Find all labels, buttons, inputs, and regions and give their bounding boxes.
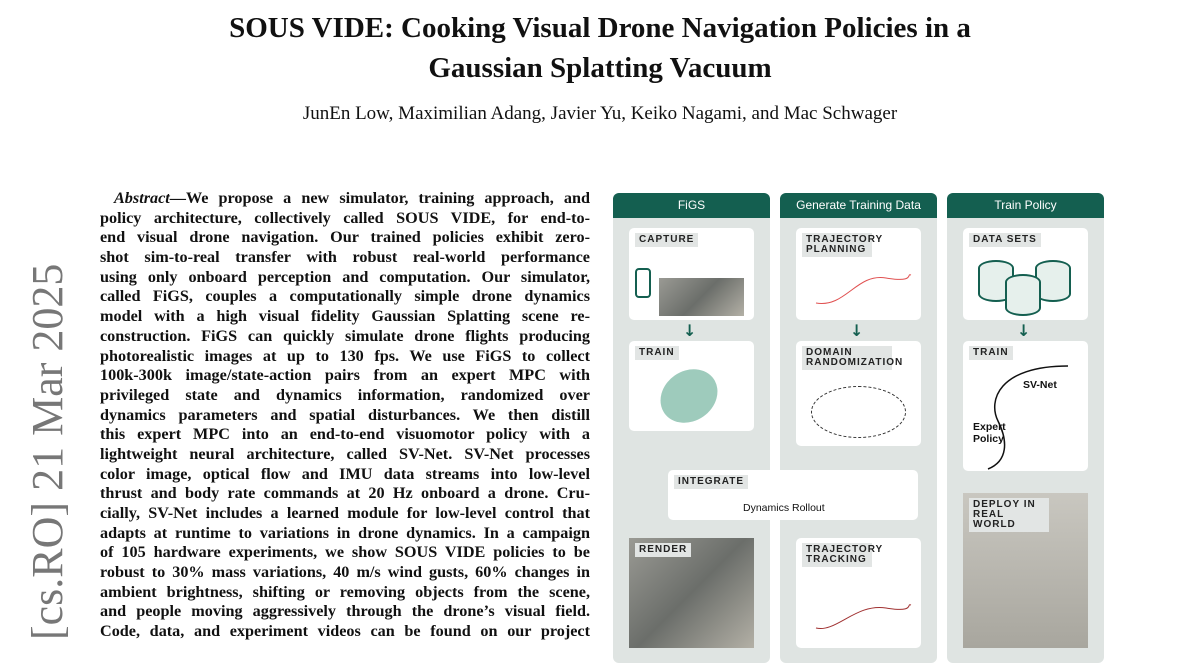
column-header: Generate Training Data bbox=[780, 193, 937, 218]
abstract-line: cially, SV-Net includes a learned module for low-level control that bbox=[100, 504, 590, 522]
abstract-line: end visual drone navigation. Our trained policies exhibit zero- bbox=[100, 228, 590, 247]
abstract-line: shot sim-to-real transfer with robust real-world performance bbox=[100, 248, 590, 267]
tracking-plot bbox=[806, 583, 916, 638]
card-label: TRAIN bbox=[969, 346, 1013, 360]
card-capture bbox=[629, 228, 754, 320]
abstract-line: policy architecture, collectively called SOUS VIDE, for end-to- bbox=[100, 208, 590, 227]
figure-column-generate-training-data bbox=[780, 193, 937, 663]
card-train bbox=[629, 341, 754, 431]
abstract-line: photorealistic images at up to 130 fps. We use FiGS to collect bbox=[100, 346, 590, 365]
title-line-1: SOUS VIDE: Cooking Visual Drone Navigation Policies in a bbox=[229, 12, 971, 44]
abstract-line: ambient brightness, shifting or removing objects from the scene, bbox=[100, 582, 590, 601]
expert-policy-label: Expert Policy bbox=[973, 421, 1006, 445]
trajectory-plot bbox=[806, 263, 916, 313]
card-train-policy bbox=[963, 341, 1088, 471]
arrow-down-icon: ↓ bbox=[850, 321, 864, 340]
abstract bbox=[100, 189, 590, 642]
card-integrate bbox=[668, 470, 918, 520]
card-label: TRAJECTORY PLANNING bbox=[802, 233, 872, 257]
gaussian-splat-graphic bbox=[650, 358, 728, 433]
abstract-text: —We propose a new simulator, training approach, and bbox=[169, 189, 590, 207]
arrow-down-icon: ↓ bbox=[1017, 321, 1031, 340]
card-trajectory-tracking bbox=[796, 538, 921, 648]
randomization-contours bbox=[811, 386, 906, 438]
card-label: TRAIN bbox=[635, 346, 679, 360]
abstract-line: using only onboard perception and computation. Our simulator, bbox=[100, 267, 590, 286]
abstract-line: of 105 hardware experiments, we show SOUS VIDE policies to be bbox=[100, 543, 590, 562]
column-header: Train Policy bbox=[947, 193, 1104, 218]
abstract-line: lightweight neural architecture, called SV-Net. SV-Net processes bbox=[100, 444, 590, 463]
abstract-line: adapts at runtime to variations in drone dynamics. In a campaign bbox=[100, 523, 590, 542]
card-label: CAPTURE bbox=[635, 233, 698, 247]
capture-images bbox=[659, 278, 744, 316]
arxiv-identifier: [cs.RO] 21 Mar 2025 bbox=[23, 263, 72, 640]
abstract-line: construction. FiGS can quickly simulate drone flights producing bbox=[100, 326, 590, 345]
card-trajectory-planning bbox=[796, 228, 921, 320]
abstract-line bbox=[100, 189, 590, 209]
authors: JunEn Low, Maximilian Adang, Javier Yu, Keiko Nagami, and Mac Schwager bbox=[302, 103, 898, 124]
abstract-line: called FiGS, couples a computationally simple drone dynamics bbox=[100, 287, 590, 306]
abstract-line: and people moving aggressively through the drone’s visual field. bbox=[100, 602, 590, 621]
card-render bbox=[629, 538, 754, 648]
abstract-line: privileged state and dynamics information, randomized over bbox=[100, 385, 590, 404]
arrow-down-icon: ↓ bbox=[683, 321, 697, 340]
abstract-line: dynamics parameters and spatial disturbances. We then distill bbox=[100, 405, 590, 424]
abstract-line: model with a high visual fidelity Gaussian Splatting scene re- bbox=[100, 307, 590, 326]
abstract-line: thrust and body rate commands at 20 Hz onboard a drone. Cru- bbox=[100, 484, 590, 503]
abstract-line: 100k-300k image/state-action pairs from an expert MPC with bbox=[100, 366, 590, 385]
column-header: FiGS bbox=[613, 193, 770, 218]
sv-net-label: SV-Net bbox=[1023, 379, 1057, 391]
title-line-2: Gaussian Splatting Vacuum bbox=[428, 52, 772, 84]
card-label: DEPLOY IN REAL WORLD bbox=[969, 498, 1049, 532]
card-label: DATA SETS bbox=[969, 233, 1041, 247]
card-label: INTEGRATE bbox=[674, 475, 748, 489]
paper-title bbox=[0, 8, 1200, 88]
dynamics-rollout-label: Dynamics Rollout bbox=[743, 502, 825, 514]
abstract-line: this expert MPC into an end-to-end visuomotor policy with a bbox=[100, 425, 590, 444]
policy-curve bbox=[978, 361, 1078, 471]
card-data-sets bbox=[963, 228, 1088, 320]
abstract-line: Code, data, and experiment videos can be found on our project bbox=[100, 622, 590, 641]
card-label: DOMAIN RANDOMIZATION bbox=[802, 346, 892, 370]
phone-camera-icon bbox=[635, 268, 651, 298]
card-domain-randomization bbox=[796, 341, 921, 446]
card-label: TRAJECTORY TRACKING bbox=[802, 543, 872, 567]
card-deploy bbox=[963, 493, 1088, 648]
figure-column-figs bbox=[613, 193, 770, 663]
abstract-line: robust to 30% mass variations, 40 m/s wind gusts, 60% changes in bbox=[100, 563, 590, 582]
abstract-line: color image, optical flow and IMU data streams into low-level bbox=[100, 464, 590, 483]
database-icon bbox=[1005, 274, 1041, 316]
card-label: RENDER bbox=[635, 543, 691, 557]
figure-column-train-policy bbox=[947, 193, 1104, 663]
abstract-label: Abstract bbox=[114, 189, 170, 207]
